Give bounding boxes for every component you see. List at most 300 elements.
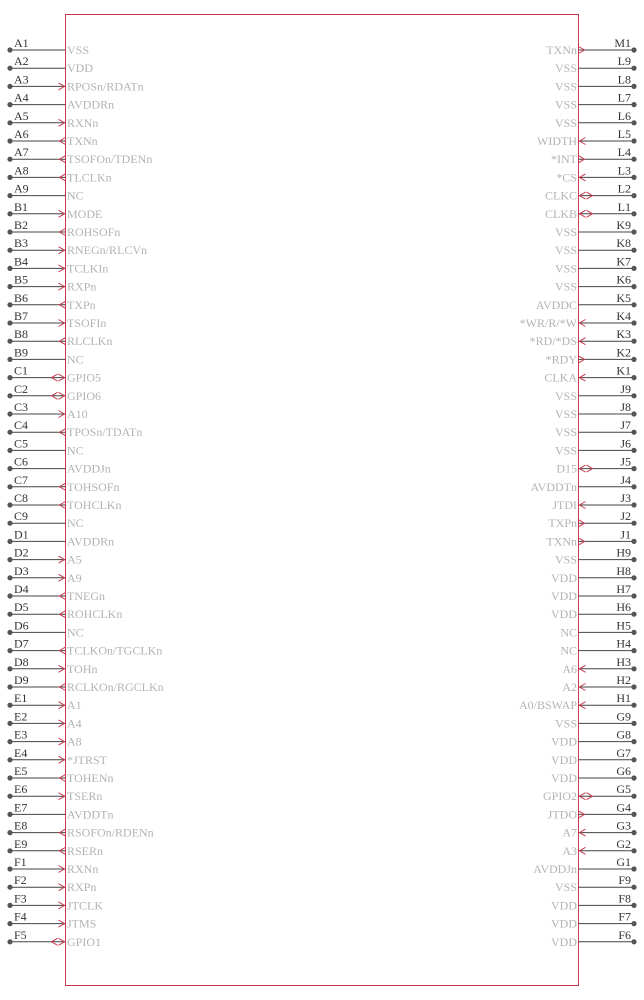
pin-endpoint-dot-icon — [631, 630, 636, 635]
pin-number: B7 — [14, 309, 29, 323]
pin-endpoint-dot-icon — [7, 921, 12, 926]
pin-number: M1 — [614, 36, 631, 50]
pin-A7 — [7, 145, 152, 166]
pin-name: VSS — [554, 552, 577, 567]
pin-endpoint-dot-icon — [7, 521, 12, 526]
pin-name: AVDDTn — [67, 807, 114, 822]
pin-name: VDD — [551, 734, 577, 749]
pin-number: L4 — [617, 145, 631, 160]
pin-endpoint-dot-icon — [7, 721, 12, 726]
pin-name: RSOFOn/RDENn — [67, 825, 154, 840]
pin-endpoint-dot-icon — [631, 339, 636, 344]
pin-name: RXNn — [67, 115, 99, 130]
pin-endpoint-dot-icon — [7, 775, 12, 780]
pin-name: VSS — [554, 79, 577, 94]
pin-number: K4 — [616, 309, 631, 323]
pin-number: F3 — [14, 891, 27, 906]
pin-number: J4 — [620, 472, 631, 487]
pin-endpoint-dot-icon — [7, 47, 12, 52]
pin-endpoint-dot-icon — [631, 466, 636, 471]
pin-number: D8 — [14, 654, 29, 669]
pin-name: TOHENn — [67, 771, 114, 785]
pin-name: TOHCLKn — [67, 498, 122, 512]
pin-endpoint-dot-icon — [631, 284, 636, 289]
pin-number: F4 — [14, 909, 27, 924]
pin-endpoint-dot-icon — [631, 66, 636, 71]
pin-endpoint-dot-icon — [631, 939, 636, 944]
pin-number: F8 — [618, 891, 631, 906]
pin-number: D2 — [14, 545, 29, 560]
pin-number: E6 — [14, 782, 28, 797]
pin-name: TOHn — [67, 661, 98, 676]
pin-number: F1 — [14, 855, 27, 869]
pin-name: VSS — [554, 880, 577, 895]
pin-endpoint-dot-icon — [631, 266, 636, 271]
pin-number: L5 — [617, 127, 631, 141]
pin-name: *CS — [556, 170, 577, 185]
pin-name: GPIO1 — [67, 934, 102, 949]
pin-name: VDD — [551, 934, 577, 949]
pin-endpoint-dot-icon — [7, 393, 12, 398]
left-pin-column — [7, 36, 163, 949]
pin-D7 — [7, 637, 162, 658]
pin-endpoint-dot-icon — [631, 757, 636, 762]
pin-number: K3 — [616, 327, 631, 342]
pin-number: K1 — [616, 363, 631, 378]
pin-endpoint-dot-icon — [631, 593, 636, 598]
pin-name: TXPn — [67, 297, 96, 312]
pin-number: A7 — [14, 145, 29, 160]
pin-name: VSS — [554, 407, 577, 421]
pin-endpoint-dot-icon — [7, 939, 12, 944]
pin-endpoint-dot-icon — [631, 703, 636, 708]
pin-name: VSS — [554, 261, 577, 276]
pin-number: J1 — [620, 527, 631, 542]
pin-E8 — [7, 819, 153, 840]
pin-number: B6 — [14, 290, 29, 305]
pin-name: VDD — [551, 771, 577, 785]
pin-endpoint-dot-icon — [631, 430, 636, 435]
pin-name: A9 — [67, 570, 82, 585]
pin-name: TXNn — [67, 134, 98, 148]
pin-name: CLKA — [544, 370, 577, 385]
pin-name: A0/BSWAP — [518, 698, 577, 713]
pin-name: NC — [67, 352, 84, 367]
pin-endpoint-dot-icon — [631, 521, 636, 526]
pin-endpoint-dot-icon — [7, 66, 12, 71]
pin-number: B4 — [14, 254, 29, 269]
pin-endpoint-dot-icon — [7, 539, 12, 544]
pin-name: VSS — [554, 388, 577, 403]
pin-number: H6 — [616, 600, 631, 615]
pin-name: TSOFOn/TDENn — [67, 152, 153, 167]
pin-name: AVDDJn — [67, 461, 111, 476]
pin-name: JTDO — [547, 807, 577, 822]
pin-number: H9 — [616, 545, 631, 560]
pin-endpoint-dot-icon — [631, 885, 636, 890]
pin-endpoint-dot-icon — [7, 138, 12, 143]
pin-number: A6 — [14, 127, 29, 141]
pin-endpoint-dot-icon — [631, 812, 636, 817]
pin-endpoint-dot-icon — [631, 229, 636, 234]
pin-F5 — [7, 928, 101, 949]
pin-number: L6 — [617, 108, 631, 123]
pin-endpoint-dot-icon — [631, 138, 636, 143]
pin-name: ROHCLKn — [67, 607, 123, 622]
pin-number: A1 — [14, 36, 29, 50]
pin-endpoint-dot-icon — [631, 684, 636, 689]
pin-endpoint-dot-icon — [7, 703, 12, 708]
pin-number: K6 — [616, 272, 631, 287]
pin-name: TPOSn/TDATn — [67, 425, 143, 440]
pin-name: *JTRST — [67, 752, 108, 767]
pin-name: A8 — [67, 734, 82, 749]
pin-endpoint-dot-icon — [631, 393, 636, 398]
pin-endpoint-dot-icon — [7, 284, 12, 289]
pin-number: D9 — [14, 673, 29, 687]
pin-number: L1 — [617, 199, 631, 214]
pin-name: VDD — [551, 898, 577, 913]
pin-endpoint-dot-icon — [7, 211, 12, 216]
pin-name: JTCLK — [67, 898, 103, 913]
pin-number: B5 — [14, 272, 29, 287]
pin-name: WIDTH — [537, 134, 577, 148]
pin-name: VSS — [554, 97, 577, 112]
pin-name: A5 — [67, 552, 82, 567]
pin-number: H7 — [616, 582, 631, 596]
pin-endpoint-dot-icon — [631, 775, 636, 780]
pin-number: G4 — [616, 800, 631, 815]
pin-number: J3 — [620, 491, 631, 505]
pin-name: AVDDRn — [67, 534, 115, 549]
pin-endpoint-dot-icon — [631, 120, 636, 125]
pin-number: C7 — [14, 472, 29, 487]
pin-endpoint-dot-icon — [631, 794, 636, 799]
pin-endpoint-dot-icon — [7, 120, 12, 125]
pin-endpoint-dot-icon — [631, 903, 636, 908]
pin-endpoint-dot-icon — [7, 684, 12, 689]
pin-number: G3 — [616, 818, 631, 833]
pin-endpoint-dot-icon — [7, 357, 12, 362]
pin-endpoint-dot-icon — [631, 211, 636, 216]
pin-number: A4 — [14, 90, 29, 105]
pin-endpoint-dot-icon — [7, 794, 12, 799]
pin-endpoint-dot-icon — [631, 721, 636, 726]
pin-number: C5 — [14, 436, 29, 451]
pin-name: TXNn — [546, 43, 577, 57]
pin-name: NC — [67, 443, 84, 458]
pin-endpoint-dot-icon — [7, 557, 12, 562]
pin-number: D5 — [14, 600, 29, 615]
pin-name: *WR/R/*W — [519, 316, 577, 330]
pin-number: L8 — [617, 72, 631, 87]
pin-endpoint-dot-icon — [631, 102, 636, 107]
pin-name: RXNn — [67, 862, 99, 876]
pin-number: G5 — [616, 782, 631, 797]
pin-number: D1 — [14, 527, 29, 542]
pin-name: GPIO5 — [67, 370, 102, 385]
pin-number: H3 — [616, 654, 631, 669]
pin-name: VSS — [554, 716, 577, 731]
pin-number: J2 — [620, 509, 631, 524]
pin-name: D15 — [556, 461, 577, 476]
pin-number: G6 — [616, 764, 631, 778]
pin-name: *RD/*DS — [529, 334, 577, 349]
pin-number: C1 — [14, 363, 29, 378]
pin-name: CLKB — [544, 206, 577, 221]
pin-name: *RDY — [545, 352, 577, 367]
pin-endpoint-dot-icon — [7, 193, 12, 198]
pin-number: F7 — [618, 909, 631, 924]
pin-number: J8 — [620, 400, 631, 414]
pin-endpoint-dot-icon — [7, 339, 12, 344]
pin-number: L3 — [617, 163, 631, 178]
pin-endpoint-dot-icon — [631, 448, 636, 453]
pin-name: VDD — [551, 589, 577, 603]
pin-number: L7 — [617, 90, 631, 105]
pin-number: A8 — [14, 163, 29, 178]
pin-B3 — [7, 236, 147, 257]
pin-name: GPIO2 — [542, 789, 577, 804]
pin-name: NC — [560, 625, 577, 640]
pin-endpoint-dot-icon — [631, 612, 636, 617]
pin-name: RNEGn/RLCVn — [67, 243, 148, 258]
pin-number: F6 — [618, 927, 631, 942]
pin-name: AVDDTn — [530, 479, 577, 494]
pin-endpoint-dot-icon — [7, 812, 12, 817]
pin-endpoint-dot-icon — [631, 193, 636, 198]
pin-name: TXPn — [548, 516, 577, 531]
right-pin-column — [519, 36, 637, 949]
pin-name: A10 — [67, 407, 88, 421]
pin-name: AVDDRn — [67, 97, 115, 112]
pin-name: TLCLKn — [67, 170, 112, 185]
pin-endpoint-dot-icon — [7, 248, 12, 253]
pin-number: G9 — [616, 709, 631, 724]
pin-endpoint-dot-icon — [7, 484, 12, 489]
pin-name: RSERn — [67, 843, 104, 858]
pin-name: TNEGn — [67, 589, 105, 603]
pin-endpoint-dot-icon — [7, 666, 12, 671]
pin-number: F9 — [618, 873, 631, 888]
pin-number: A3 — [14, 72, 29, 87]
pin-name: GPIO6 — [67, 388, 102, 403]
pin-number: C8 — [14, 491, 29, 505]
pin-endpoint-dot-icon — [7, 848, 12, 853]
pin-number: B9 — [14, 345, 29, 360]
pin-number: K8 — [616, 236, 631, 251]
pin-number: E2 — [14, 709, 28, 724]
pin-name: NC — [67, 516, 84, 531]
pin-number: F5 — [14, 927, 27, 942]
pin-endpoint-dot-icon — [631, 921, 636, 926]
pin-name: A7 — [562, 825, 577, 840]
pin-endpoint-dot-icon — [631, 848, 636, 853]
pin-number: E7 — [14, 800, 28, 815]
pin-endpoint-dot-icon — [631, 830, 636, 835]
pin-endpoint-dot-icon — [7, 320, 12, 325]
pin-number: K2 — [616, 345, 631, 360]
pin-endpoint-dot-icon — [7, 84, 12, 89]
pin-name: RXPn — [67, 279, 97, 294]
pin-name: *INT — [551, 152, 577, 167]
pin-endpoint-dot-icon — [631, 248, 636, 253]
pin-name: JTMS — [67, 916, 97, 931]
pin-endpoint-dot-icon — [7, 575, 12, 580]
pin-number: D6 — [14, 618, 29, 633]
pin-name: CLKC — [544, 188, 577, 203]
pin-number: A5 — [14, 108, 29, 123]
pin-number: A9 — [14, 181, 29, 196]
pin-number: H1 — [616, 691, 631, 706]
pin-endpoint-dot-icon — [631, 575, 636, 580]
pin-endpoint-dot-icon — [7, 430, 12, 435]
pin-name: TCLKIn — [67, 261, 109, 276]
pin-name: VSS — [554, 115, 577, 130]
pin-number: C3 — [14, 400, 29, 414]
pin-name: RCLKOn/RGCLKn — [67, 680, 164, 694]
pin-number: C9 — [14, 509, 29, 524]
pin-number: E4 — [14, 745, 28, 760]
pin-number: B2 — [14, 218, 29, 232]
pin-name: A4 — [67, 716, 82, 731]
pin-endpoint-dot-icon — [7, 866, 12, 871]
pin-name: AVDDJn — [533, 862, 577, 876]
pin-endpoint-dot-icon — [631, 648, 636, 653]
pin-number: G8 — [616, 727, 631, 742]
pin-name: A1 — [67, 698, 82, 713]
pin-endpoint-dot-icon — [7, 175, 12, 180]
pin-name: VSS — [554, 225, 577, 239]
pin-number: D3 — [14, 563, 29, 578]
pin-name: TXNn — [546, 534, 577, 549]
pin-endpoint-dot-icon — [631, 175, 636, 180]
pin-endpoint-dot-icon — [7, 593, 12, 598]
pin-endpoint-dot-icon — [631, 47, 636, 52]
pin-number: L2 — [617, 181, 631, 196]
pin-number: K5 — [616, 290, 631, 305]
pin-number: J7 — [620, 418, 631, 433]
pin-name: JTDI — [552, 498, 577, 512]
pin-endpoint-dot-icon — [7, 375, 12, 380]
pin-number: K9 — [616, 218, 631, 232]
pin-endpoint-dot-icon — [7, 466, 12, 471]
pin-name: A3 — [562, 843, 577, 858]
pin-name: TCLKOn/TGCLKn — [67, 643, 163, 658]
pin-number: C4 — [14, 418, 29, 433]
pin-endpoint-dot-icon — [7, 830, 12, 835]
pin-endpoint-dot-icon — [631, 502, 636, 507]
pin-endpoint-dot-icon — [631, 666, 636, 671]
pin-endpoint-dot-icon — [631, 357, 636, 362]
pin-number: J6 — [620, 436, 631, 451]
pin-endpoint-dot-icon — [7, 502, 12, 507]
pin-endpoint-dot-icon — [7, 630, 12, 635]
pin-number: E1 — [14, 691, 28, 706]
pin-endpoint-dot-icon — [631, 84, 636, 89]
pin-name: AVDDC — [535, 297, 577, 312]
pin-name: A2 — [562, 680, 577, 694]
pin-F6 — [551, 928, 637, 949]
pin-name: RXPn — [67, 880, 97, 895]
pin-name: VSS — [554, 243, 577, 258]
pin-number: E5 — [14, 764, 28, 778]
pin-endpoint-dot-icon — [631, 157, 636, 162]
pin-number: A2 — [14, 54, 29, 69]
pin-name: VSS — [554, 443, 577, 458]
pin-name: TSERn — [67, 789, 103, 804]
pin-D9 — [7, 673, 163, 694]
pin-number: J9 — [620, 381, 631, 396]
pin-number: F2 — [14, 873, 27, 888]
pin-name: TOHSOFn — [67, 479, 120, 494]
pin-number: E3 — [14, 727, 28, 742]
pin-number: D7 — [14, 636, 29, 651]
pin-endpoint-dot-icon — [631, 302, 636, 307]
pin-endpoint-dot-icon — [7, 757, 12, 762]
pin-endpoint-dot-icon — [7, 229, 12, 234]
pin-endpoint-dot-icon — [631, 320, 636, 325]
pin-endpoint-dot-icon — [631, 484, 636, 489]
pin-endpoint-dot-icon — [7, 903, 12, 908]
pin-name: VDD — [551, 752, 577, 767]
pin-number: G2 — [616, 836, 631, 851]
pin-name: VSS — [554, 425, 577, 440]
pin-endpoint-dot-icon — [7, 411, 12, 416]
pin-endpoint-dot-icon — [631, 375, 636, 380]
pin-name: A6 — [562, 661, 577, 676]
pin-name: ROHSOFn — [67, 225, 121, 239]
pin-number: H5 — [616, 618, 631, 633]
pin-number: B1 — [14, 199, 29, 214]
pin-name: NC — [67, 188, 84, 203]
pin-endpoint-dot-icon — [7, 739, 12, 744]
pin-endpoint-dot-icon — [631, 866, 636, 871]
pin-number: E8 — [14, 818, 28, 833]
pin-endpoint-dot-icon — [7, 885, 12, 890]
pin-number: H4 — [616, 636, 631, 651]
pin-number: L9 — [617, 54, 631, 69]
pin-number: J5 — [620, 454, 631, 469]
pin-number: G1 — [616, 855, 631, 869]
pin-name: VSS — [67, 43, 90, 57]
pin-endpoint-dot-icon — [631, 411, 636, 416]
pin-number: D4 — [14, 582, 29, 596]
pin-number: C2 — [14, 381, 29, 396]
pin-name: MODE — [67, 206, 103, 221]
pin-name: VSS — [554, 61, 577, 76]
pin-name: VDD — [551, 607, 577, 622]
pin-number: E9 — [14, 836, 28, 851]
pin-endpoint-dot-icon — [7, 157, 12, 162]
pin-number: B8 — [14, 327, 29, 342]
pin-endpoint-dot-icon — [7, 612, 12, 617]
pin-name: NC — [67, 625, 84, 640]
pin-name: RPOSn/RDATn — [67, 79, 144, 94]
pin-number: K7 — [616, 254, 631, 269]
pin-name: VSS — [554, 279, 577, 294]
pin-name: VDD — [551, 570, 577, 585]
pin-endpoint-dot-icon — [631, 739, 636, 744]
pin-name: VDD — [67, 61, 93, 76]
pin-name: RLCLKn — [67, 334, 113, 349]
pin-endpoint-dot-icon — [631, 539, 636, 544]
pin-endpoint-dot-icon — [7, 648, 12, 653]
pin-endpoint-dot-icon — [7, 102, 12, 107]
pin-number: G7 — [616, 745, 631, 760]
pin-name: VDD — [551, 916, 577, 931]
pin-name: TSOFIn — [67, 316, 107, 330]
